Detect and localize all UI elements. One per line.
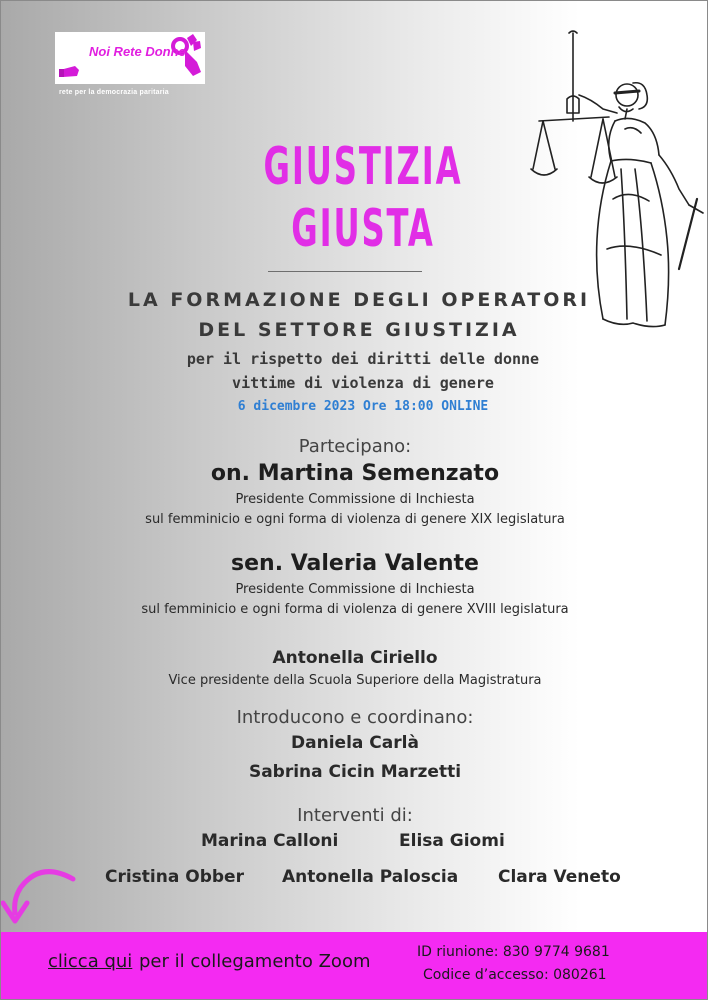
title-line-2: GIUSTA bbox=[291, 199, 435, 259]
speaker-name: Clara Veneto bbox=[498, 867, 621, 887]
participant-name: sen. Valeria Valente bbox=[231, 551, 479, 576]
participant-role: sul femminicio e ogni forma di violenza di genere XIX legislatura bbox=[145, 512, 565, 527]
speaker-name: Antonella Paloscia bbox=[282, 867, 459, 887]
logo-tagline: rete per la democrazia paritaria bbox=[59, 89, 169, 96]
subtitle-line-2: DEL SETTORE GIUSTIZIA bbox=[198, 319, 520, 341]
meeting-id: ID riunione: 830 9774 9681 bbox=[417, 944, 610, 960]
title-line-1: GIUSTIZIA bbox=[263, 137, 463, 197]
participant-role: sul femminicio e ogni forma di violenza di genere XVIII legislatura bbox=[141, 602, 569, 617]
coordinator-name: Sabrina Cicin Marzetti bbox=[248, 762, 462, 782]
access-code: Codice d’accesso: 080261 bbox=[423, 967, 607, 983]
description-line-1: per il rispetto dei diritti delle donne bbox=[186, 350, 540, 368]
participants-header: Partecipano: bbox=[298, 436, 412, 457]
coordinator-name: Daniela Carlà bbox=[291, 733, 419, 753]
participant-name: Antonella Ciriello bbox=[272, 648, 438, 668]
title-divider bbox=[268, 271, 422, 272]
speaker-name: Elisa Giomi bbox=[399, 831, 505, 851]
participant-role: Presidente Commissione di Inchiesta bbox=[235, 582, 475, 597]
curved-arrow-icon bbox=[1, 863, 77, 925]
footer-bar bbox=[1, 932, 708, 1000]
lady-justice-icon bbox=[529, 29, 707, 329]
speaker-name: Cristina Obber bbox=[105, 867, 244, 887]
participant-role: Vice presidente della Scuola Superiore della Magistratura bbox=[168, 673, 542, 688]
logo-text: Noi Rete Donne bbox=[89, 44, 186, 59]
participant-role: Presidente Commissione di Inchiesta bbox=[235, 492, 475, 507]
speaker-name: Marina Calloni bbox=[201, 831, 339, 851]
speakers-header: Interventi di: bbox=[297, 805, 413, 826]
logo bbox=[55, 32, 205, 84]
zoom-link-description: per il collegamento Zoom bbox=[139, 951, 371, 972]
participant-name: on. Martina Semenzato bbox=[210, 461, 500, 486]
description-line-2: vittime di violenza di genere bbox=[232, 374, 494, 392]
zoom-link[interactable]: clicca qui bbox=[48, 951, 133, 972]
event-date: 6 dicembre 2023 Ore 18:00 ONLINE bbox=[237, 399, 489, 414]
subtitle-line-1: LA FORMAZIONE DEGLI OPERATORI bbox=[127, 289, 591, 311]
coordination-header: Introducono e coordinano: bbox=[236, 707, 474, 728]
